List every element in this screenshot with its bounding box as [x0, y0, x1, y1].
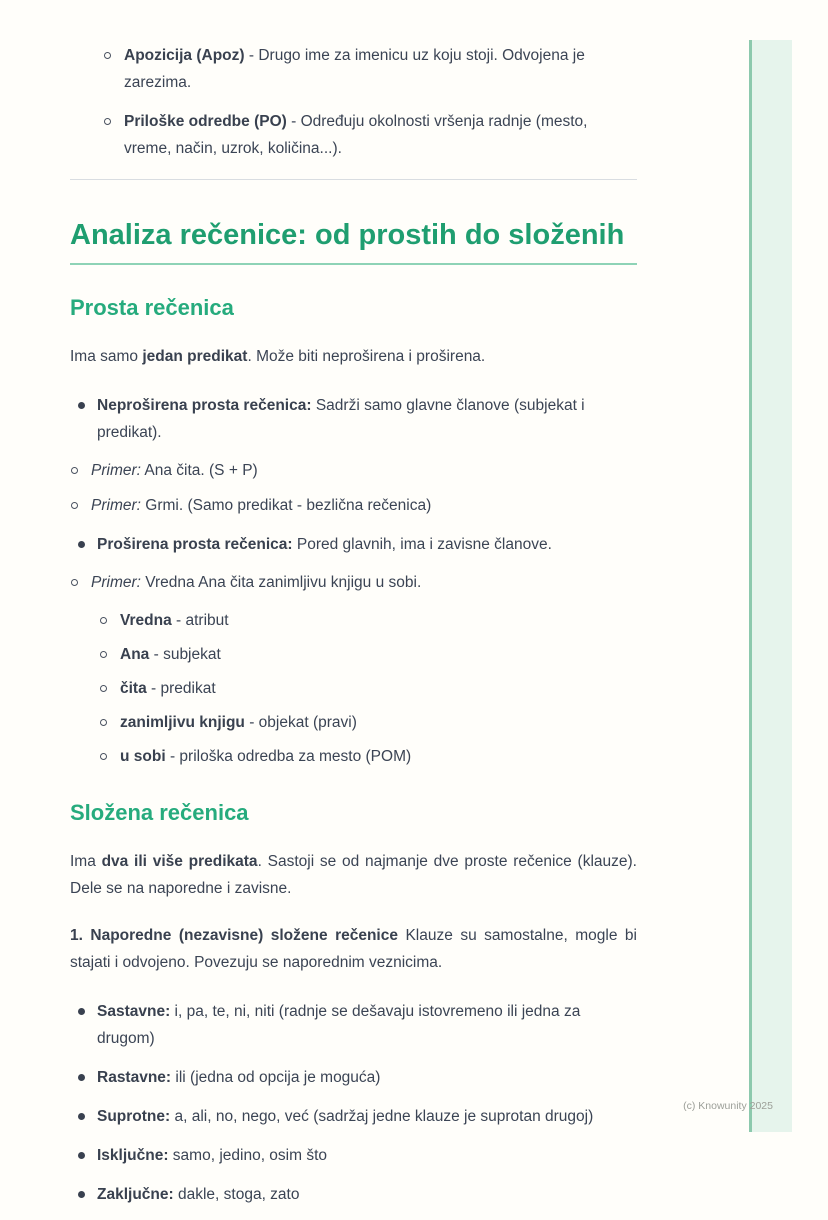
disc-bullet-icon: [78, 1191, 85, 1198]
primer-text: Ana čita. (S + P): [140, 462, 258, 479]
list-item: [70, 492, 637, 519]
list-item-text: [124, 108, 637, 162]
list-item: [70, 1142, 637, 1169]
list-item-text: [120, 607, 637, 634]
disc-bullet-icon: [78, 541, 85, 548]
list-item-text: [120, 743, 637, 770]
section-heading-slozena: Složena rečenica: [70, 800, 249, 825]
list-item: [70, 457, 637, 484]
term: Apozicija (Apoz): [124, 47, 245, 64]
term: Zaključne:: [97, 1186, 174, 1203]
primer-text: Vredna Ana čita zanimljivu knjigu u sobi.: [140, 574, 422, 591]
list-item: [70, 675, 637, 702]
text-run: . Sastoji se od najmanje dve proste rečenice (klauze). Dele se na naporedne i zavisne.: [70, 853, 637, 897]
definition: Sadrži samo glavne članove (subjekat i predikat).: [97, 397, 585, 441]
list-item: [70, 42, 637, 96]
primer-label: Primer:: [91, 497, 141, 514]
paragraph-prosta-intro: [70, 343, 637, 370]
disc-bullet-icon: [78, 402, 85, 409]
circle-bullet-icon: [71, 502, 78, 509]
list-item: [70, 998, 637, 1052]
circle-bullet-icon: [100, 651, 107, 658]
list-item-text: [91, 457, 637, 484]
circle-bullet-icon: [104, 118, 111, 125]
term: u sobi: [120, 748, 166, 765]
prosta-list: [70, 392, 637, 770]
document-content: [70, 42, 637, 1220]
definition: - priloška odredba za mesto (POM): [165, 748, 412, 765]
definition: - predikat: [146, 680, 216, 697]
term: Proširena prosta rečenica:: [97, 536, 293, 553]
disc-bullet-icon: [78, 1008, 85, 1015]
list-item: [70, 607, 637, 634]
primer-label: Primer:: [91, 574, 141, 591]
text-run-bold: jedan predikat: [142, 348, 248, 365]
disc-bullet-icon: [78, 1074, 85, 1081]
list-item: [70, 641, 637, 668]
circle-bullet-icon: [100, 685, 107, 692]
definition: ili (jedna od opcija je moguća): [171, 1069, 381, 1086]
list-item-text: [97, 392, 637, 446]
definition: i, pa, te, ni, niti (radnje se dešavaju istovremeno ili jedna za drugom): [97, 1003, 581, 1047]
circle-bullet-icon: [71, 467, 78, 474]
term: Isključne:: [97, 1147, 169, 1164]
text-run: Klauze su samostalne, mogle bi stajati i odvojeno. Povezuju se naporednim veznicima.: [70, 927, 637, 971]
list-item-text: [97, 1142, 637, 1169]
text-run: Ima samo: [70, 348, 143, 365]
term: zanimljivu knjigu: [120, 714, 245, 731]
list-item-text: [124, 42, 637, 96]
text-run-bold: dva ili više predikata: [101, 853, 258, 870]
term: Ana: [120, 646, 150, 663]
list-item-text: [91, 492, 637, 519]
paragraph-slozena-intro: [70, 848, 637, 902]
list-item: [70, 743, 637, 770]
list-item-text: [97, 1064, 637, 1091]
definition: samo, jedino, osim što: [168, 1147, 328, 1164]
veznici-list: [70, 998, 637, 1208]
text-run: Ima: [70, 853, 102, 870]
list-item: [70, 1103, 637, 1130]
term: Vredna: [120, 612, 172, 629]
page-title: Analiza rečenice: od prostih do složenih: [70, 216, 637, 265]
list-item: [70, 709, 637, 736]
section-divider: [70, 179, 637, 180]
definition: - atribut: [171, 612, 229, 629]
list-item: [70, 108, 637, 162]
paragraph-naporedne: [70, 922, 637, 976]
list-item: [70, 1181, 637, 1208]
list-item-text: [97, 531, 637, 558]
definition: dakle, stoga, zato: [173, 1186, 300, 1203]
text-run-bold: 1. Naporedne (nezavisne) složene rečenice: [70, 927, 398, 944]
definition: - objekat (pravi): [244, 714, 357, 731]
primer-list: [70, 569, 637, 770]
list-item: [70, 1064, 637, 1091]
circle-bullet-icon: [100, 617, 107, 624]
term: čita: [120, 680, 147, 697]
definition: - Određuju okolnosti vršenja radnje (mesto, vreme, način, uzrok, količina...).: [124, 113, 588, 157]
definition: a, ali, no, nego, već (sadržaj jedne klauze je suprotan drugoj): [170, 1108, 594, 1125]
term: Priloške odredbe (PO): [124, 113, 287, 130]
primer-label: Primer:: [91, 462, 141, 479]
term: Neproširena prosta rečenica:: [97, 397, 312, 414]
primer-text: Grmi. (Samo predikat - bezlična rečenica): [140, 497, 432, 514]
list-item: [70, 392, 637, 519]
definition: - Drugo ime za imenicu uz koju stoji. Odvojena je zarezima.: [124, 47, 585, 91]
primer-list: [70, 457, 637, 519]
term: Suprotne:: [97, 1108, 171, 1125]
circle-bullet-icon: [71, 579, 78, 586]
list-item: [70, 531, 637, 770]
intro-list: [70, 42, 637, 162]
text-run: . Može biti neproširena i proširena.: [247, 348, 486, 365]
list-item-text: [120, 709, 637, 736]
list-item-text: [97, 1181, 637, 1208]
list-item-text: [97, 998, 637, 1052]
page-accent-bar: [749, 40, 792, 1132]
definition: - subjekat: [149, 646, 221, 663]
copyright-notice: (c) Knowunity 2025: [683, 1100, 773, 1112]
circle-bullet-icon: [100, 753, 107, 760]
circle-bullet-icon: [104, 52, 111, 59]
list-item-text: [97, 1103, 637, 1130]
list-item-text: [120, 641, 637, 668]
list-item: [70, 569, 637, 770]
analysis-list: [70, 607, 637, 770]
disc-bullet-icon: [78, 1113, 85, 1120]
disc-bullet-icon: [78, 1152, 85, 1159]
list-item-text: [91, 569, 637, 596]
section-heading-prosta: Prosta rečenica: [70, 295, 234, 320]
circle-bullet-icon: [100, 719, 107, 726]
definition: Pored glavnih, ima i zavisne članove.: [292, 536, 552, 553]
term: Rastavne:: [97, 1069, 172, 1086]
term: Sastavne:: [97, 1003, 171, 1020]
list-item-text: [120, 675, 637, 702]
